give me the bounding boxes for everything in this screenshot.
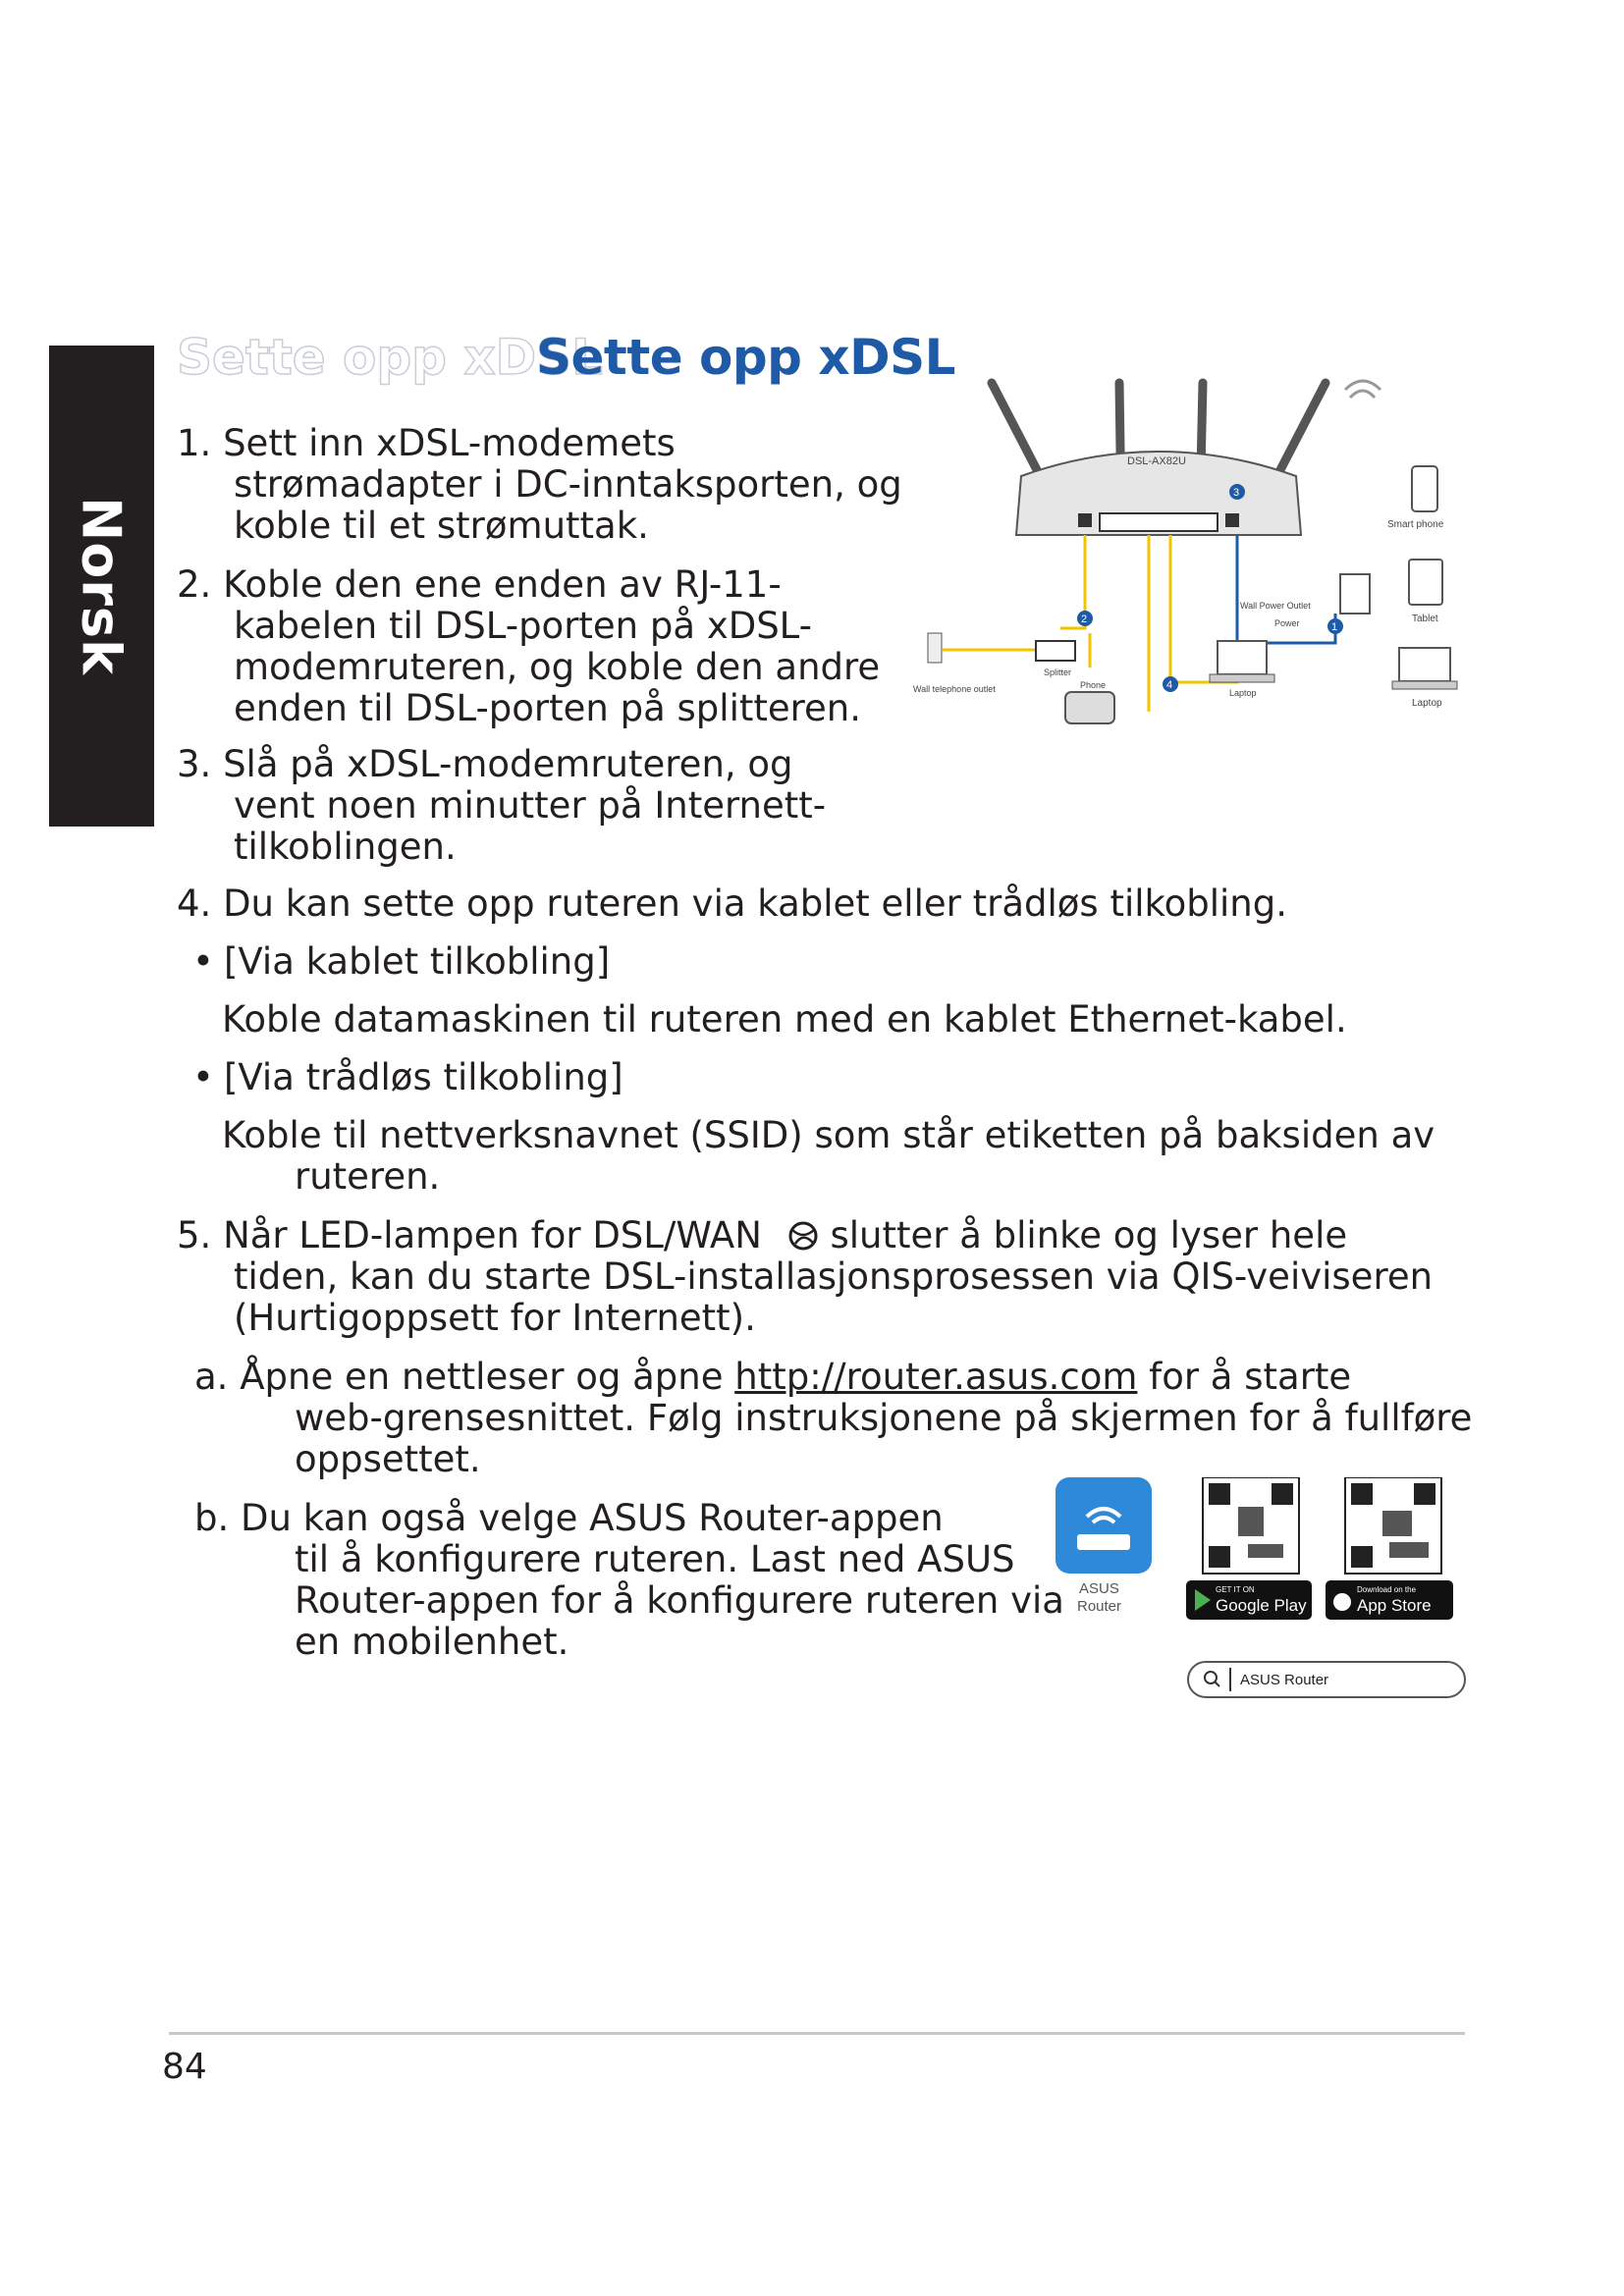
step-5-pre: 5. Når LED-lampen for DSL/WAN bbox=[177, 1214, 762, 1256]
splitter-label: Splitter bbox=[1044, 667, 1072, 677]
wireless-text-line-2: ruteren. bbox=[295, 1155, 441, 1198]
page-number: 84 bbox=[162, 2047, 207, 2087]
step-a-line-3: oppsettet. bbox=[295, 1438, 481, 1480]
connection-diagram bbox=[913, 368, 1473, 741]
wireless-title: [Via trådløs tilkobling] bbox=[224, 1056, 623, 1098]
apple-icon bbox=[1333, 1593, 1351, 1611]
power-adapter-icon bbox=[1340, 574, 1370, 614]
laptop-icon bbox=[1218, 641, 1267, 674]
tablet-label: Tablet bbox=[1412, 614, 1438, 624]
laptop-label-1: Laptop bbox=[1229, 688, 1257, 698]
step-b-line-1: b. Du kan også velge ASUS Router-appen bbox=[194, 1497, 944, 1539]
step-a-post: for å starte bbox=[1137, 1356, 1352, 1398]
astore-small-text: Download on the bbox=[1357, 1585, 1417, 1594]
bullet-wireless: • bbox=[192, 1056, 214, 1098]
step-b-line-3: Router-appen for å konfigurere ruteren via bbox=[295, 1579, 1064, 1622]
step-3-line-3: tilkoblingen. bbox=[234, 826, 457, 868]
badge-4-label: 4 bbox=[1166, 679, 1173, 691]
astore-text: App Store bbox=[1357, 1596, 1432, 1615]
step-5-line-1 bbox=[177, 1214, 1347, 1256]
step-5-post: slutter å blinke og lyser hele bbox=[830, 1214, 1348, 1256]
ghost-heading: Sette opp xDSL bbox=[177, 329, 604, 386]
router-ports bbox=[1100, 513, 1218, 531]
step-1-line-2: strømadapter i DC-inntaksporten, og bbox=[234, 463, 902, 506]
laptop-base bbox=[1210, 674, 1274, 682]
step-2-line-1: 2. Koble den ene enden av RJ-11- bbox=[177, 563, 782, 606]
bullet-wired: • bbox=[192, 940, 214, 983]
step-2-line-3: modemruteren, og koble den andre bbox=[234, 646, 881, 688]
step-2-line-4: enden til DSL-porten på splitteren. bbox=[234, 687, 862, 729]
step-b-line-4: en mobilenhet. bbox=[295, 1621, 569, 1663]
app-download-block bbox=[1056, 1477, 1468, 1703]
search-text: ASUS Router bbox=[1240, 1672, 1329, 1688]
step-5-line-3: (Hurtigoppsett for Internett). bbox=[234, 1297, 756, 1339]
step-5-line-2: tiden, kan du starte DSL-installasjonsprosessen via QIS-veiviseren bbox=[234, 1255, 1434, 1298]
step-a-line-1 bbox=[194, 1356, 1351, 1398]
router-glyph bbox=[1077, 1534, 1130, 1550]
laptop-label-2: Laptop bbox=[1412, 698, 1442, 709]
wifi-signal-icon bbox=[1345, 381, 1380, 398]
step-a-pre: a. Åpne en nettleser og åpne bbox=[194, 1356, 735, 1398]
laptop-base bbox=[1392, 681, 1457, 689]
asus-router-app-icon[interactable] bbox=[1056, 1477, 1152, 1574]
router-model-label: DSL-AX82U bbox=[1127, 455, 1186, 467]
wall-outlet-icon bbox=[928, 633, 942, 663]
splitter-icon bbox=[1036, 641, 1075, 661]
language-tab-label: Norsk bbox=[70, 497, 133, 675]
badge-1-label: 1 bbox=[1331, 621, 1338, 633]
smartphone-label: Smart phone bbox=[1387, 519, 1444, 530]
wired-title: [Via kablet tilkobling] bbox=[224, 940, 611, 983]
step-3-line-2: vent noen minutter på Internett- bbox=[234, 784, 827, 827]
badge-2-label: 2 bbox=[1081, 614, 1088, 625]
app-name-2: Router bbox=[1077, 1598, 1122, 1615]
step-4: 4. Du kan sette opp ruteren via kablet eller trådløs tilkobling. bbox=[177, 882, 1287, 925]
smartphone-icon bbox=[1412, 466, 1437, 511]
step-b-line-2: til å konfigurere ruteren. Last ned ASUS bbox=[295, 1538, 1015, 1580]
footer-divider bbox=[169, 2032, 1465, 2035]
gplay-text: Google Play bbox=[1216, 1596, 1307, 1615]
step-1-line-3: koble til et strømuttak. bbox=[234, 505, 649, 547]
wired-text: Koble datamaskinen til ruteren med en kablet Ethernet-kabel. bbox=[222, 998, 1347, 1041]
step-a-line-2: web-grensesnittet. Følg instruksjonene på skjermen for å fullføre bbox=[295, 1397, 1473, 1439]
port-icon bbox=[1078, 513, 1092, 527]
globe-led-icon bbox=[784, 1218, 823, 1254]
tablet-icon bbox=[1409, 560, 1442, 605]
port-icon bbox=[1225, 513, 1239, 527]
step-3-line-1: 3. Slå på xDSL-modemruteren, og bbox=[177, 743, 793, 785]
phone-label: Phone bbox=[1080, 680, 1107, 690]
router-url-link[interactable]: http://router.asus.com bbox=[734, 1356, 1138, 1398]
laptop-icon bbox=[1399, 648, 1450, 681]
badge-3-label: 3 bbox=[1233, 487, 1240, 499]
wireless-text-line-1: Koble til nettverksnavnet (SSID) som står etiketten på baksiden av bbox=[222, 1114, 1435, 1156]
power-label: Power bbox=[1274, 618, 1300, 628]
wall-phone-label: Wall telephone outlet bbox=[913, 684, 996, 694]
language-tab bbox=[49, 346, 154, 827]
page-title: Sette opp xDSL bbox=[536, 329, 956, 386]
app-name-1: ASUS bbox=[1079, 1580, 1119, 1597]
step-2-line-2: kabelen til DSL-porten på xDSL- bbox=[234, 605, 813, 647]
step-1-line-1: 1. Sett inn xDSL-modemets bbox=[177, 422, 676, 464]
gplay-small-text: GET IT ON bbox=[1216, 1585, 1255, 1594]
telephone-icon bbox=[1065, 692, 1114, 723]
wall-power-label: Wall Power Outlet bbox=[1240, 601, 1311, 611]
